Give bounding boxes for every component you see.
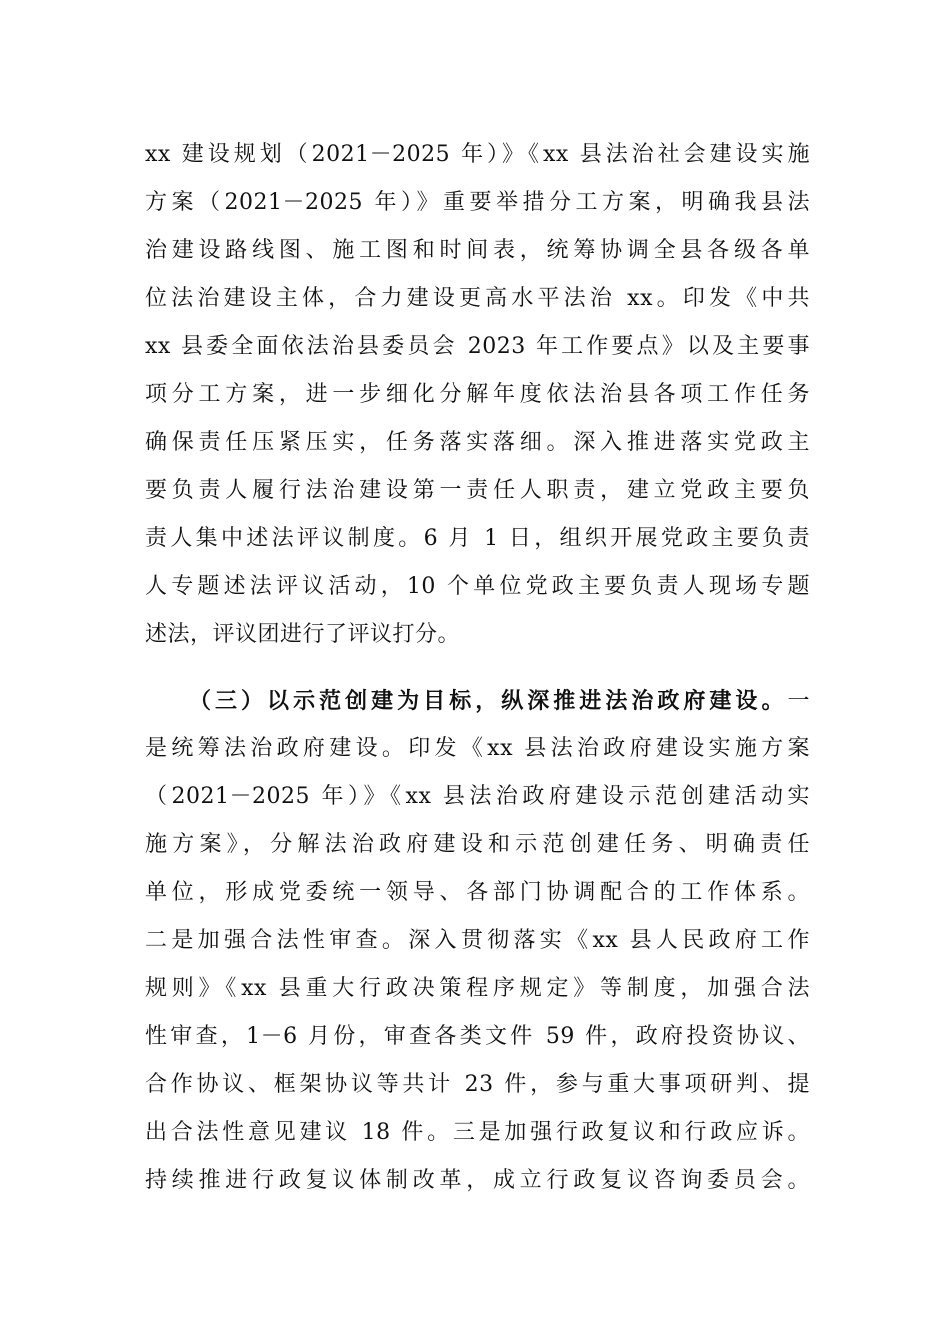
text-line: 述法，评议团进行了评议打分。 xyxy=(145,622,461,647)
text-line: 责人集中述法评议制度。6 月 1 日，组织开展党政主要负责 xyxy=(145,526,810,551)
paragraph-2 xyxy=(145,677,810,1205)
text-line: 二是加强合法性审查。深入贯彻落实《xx 县人民政府工作 xyxy=(145,928,810,953)
text-line: 确保责任压紧压实，任务落实落细。深入推进落实党政主 xyxy=(145,430,810,455)
heading-tail-text: 一 xyxy=(787,689,810,714)
text-line: 规则》《xx 县重大行政决策程序规定》等制度，加强合法 xyxy=(145,976,810,1001)
text-line: 单位，形成党委统一领导、各部门协调配合的工作体系。 xyxy=(145,880,810,905)
paragraph-1 xyxy=(145,131,810,659)
text-line: 合作协议、框架协议等共计 23 件，参与重大事项研判、提 xyxy=(145,1072,810,1097)
text-line: xx 县委全面依法治县委员会 2023 年工作要点》以及主要事 xyxy=(145,334,810,359)
text-line: 人专题述法评议活动，10 个单位党政主要负责人现场专题 xyxy=(145,574,810,599)
text-line: 项分工方案，进一步细化分解年度依法治县各项工作任务 xyxy=(145,382,810,407)
section-heading: （三）以示范创建为目标，纵深推进法治政府建设。 xyxy=(189,688,788,714)
text-line: xx 建设规划（2021－2025 年）》《xx 县法治社会建设实施 xyxy=(145,142,810,167)
text-line: （2021－2025 年）》《xx 县法治政府建设示范创建活动实 xyxy=(145,784,810,809)
text-line: 施方案》，分解法治政府建设和示范创建任务、明确责任 xyxy=(145,832,810,857)
text-line: 要负责人履行法治建设第一责任人职责，建立党政主要负 xyxy=(145,478,810,503)
text-line: 治建设路线图、施工图和时间表，统筹协调全县各级各单 xyxy=(145,238,810,263)
text-line: 是统筹法治政府建设。印发《xx 县法治政府建设实施方案 xyxy=(145,736,810,761)
text-line: 持续推进行政复议体制改革，成立行政复议咨询委员会。 xyxy=(145,1168,810,1193)
text-line: 位法治建设主体，合力建设更高水平法治 xx。印发《中共 xyxy=(145,286,810,311)
section-heading-line xyxy=(145,677,810,725)
text-line: 出合法性意见建议 18 件。三是加强行政复议和行政应诉。 xyxy=(145,1120,810,1145)
text-line: 性审查，1－6 月份，审查各类文件 59 件，政府投资协议、 xyxy=(145,1024,810,1049)
text-line: 方案（2021－2025 年）》重要举措分工方案，明确我县法 xyxy=(145,190,810,215)
